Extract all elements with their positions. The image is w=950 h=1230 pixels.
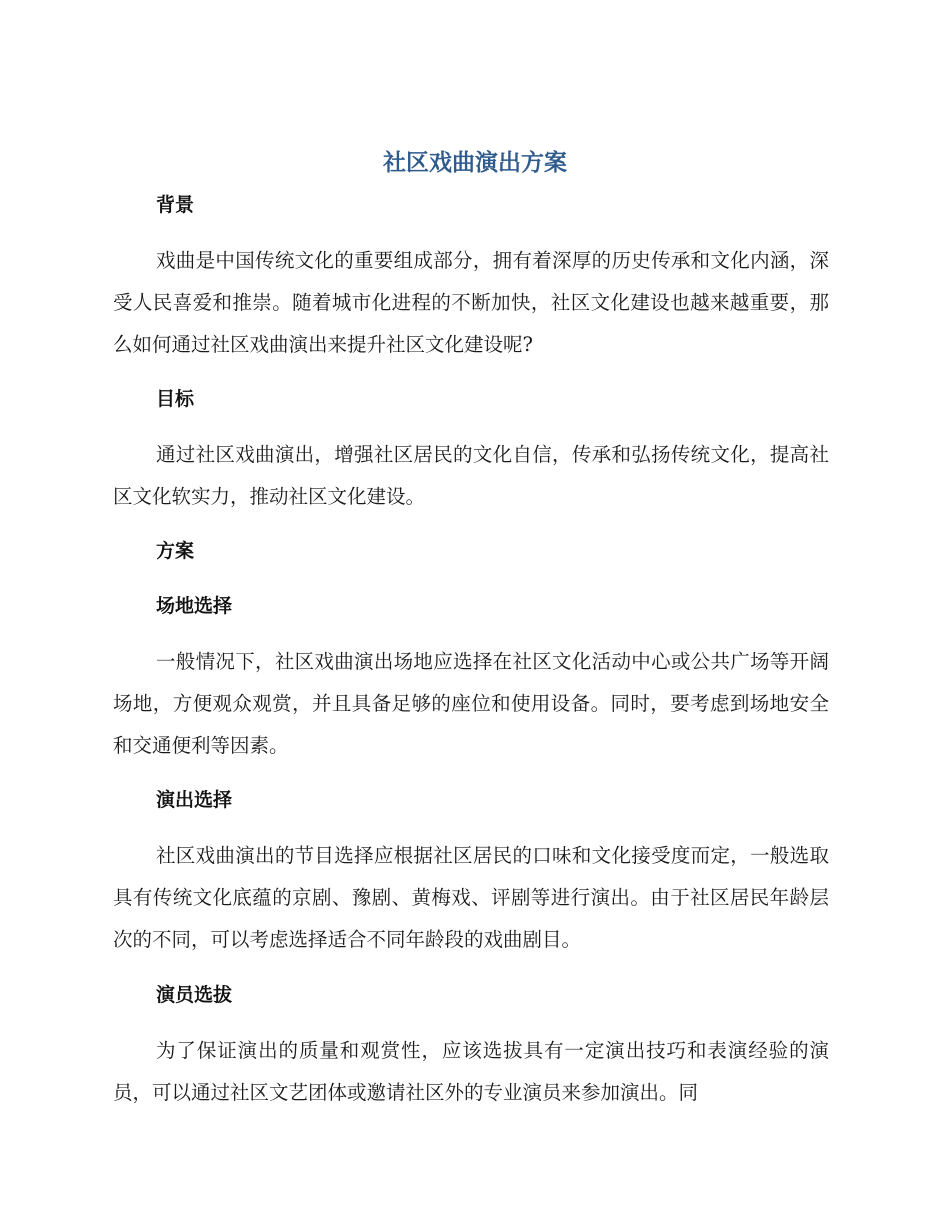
section-heading-goal: 目标: [156, 388, 195, 410]
section-paragraph-goal: 通过社区戏曲演出，增强社区居民的文化自信，传承和弘扬传统文化，提高社区文化软实力，推动社区文化建设。: [113, 443, 829, 508]
document-title: 社区戏曲演出方案: [383, 150, 567, 176]
section-paragraph-background: 戏曲是中国传统文化的重要组成部分，拥有着深厚的历史传承和文化内涵，深受人民喜爱和推崇。随着城市化进程的不断加快，社区文化建设也越来越重要，那么如何通过社区戏曲演出来提升社区文化建设呢?: [113, 249, 829, 356]
section-heading-background: 背景: [156, 194, 195, 216]
section-paragraph-venue: 一般情况下，社区戏曲演出场地应选择在社区文化活动中心或公共广场等开阔场地，方便观众观赏，并且具备足够的座位和使用设备。同时，要考虑到场地安全和交通便利等因素。: [113, 650, 829, 757]
section-paragraph-actors: 为了保证演出的质量和观赏性，应该选拔具有一定演出技巧和表演经验的演员，可以通过社区文艺团体或邀请社区外的专业演员来参加演出。同: [113, 1039, 829, 1104]
section-paragraph-program: 社区戏曲演出的节目选择应根据社区居民的口味和文化接受度而定，一般选取具有传统文化底蕴的京剧、豫剧、黄梅戏、评剧等进行演出。由于社区居民年龄层次的不同，可以考虑选择适合不同年龄段的戏曲剧目。: [113, 844, 829, 951]
section-heading-program: 演出选择: [156, 789, 233, 811]
section-heading-venue: 场地选择: [156, 595, 233, 617]
section-heading-actors: 演员选拔: [156, 984, 233, 1006]
section-heading-plan: 方案: [156, 540, 195, 562]
